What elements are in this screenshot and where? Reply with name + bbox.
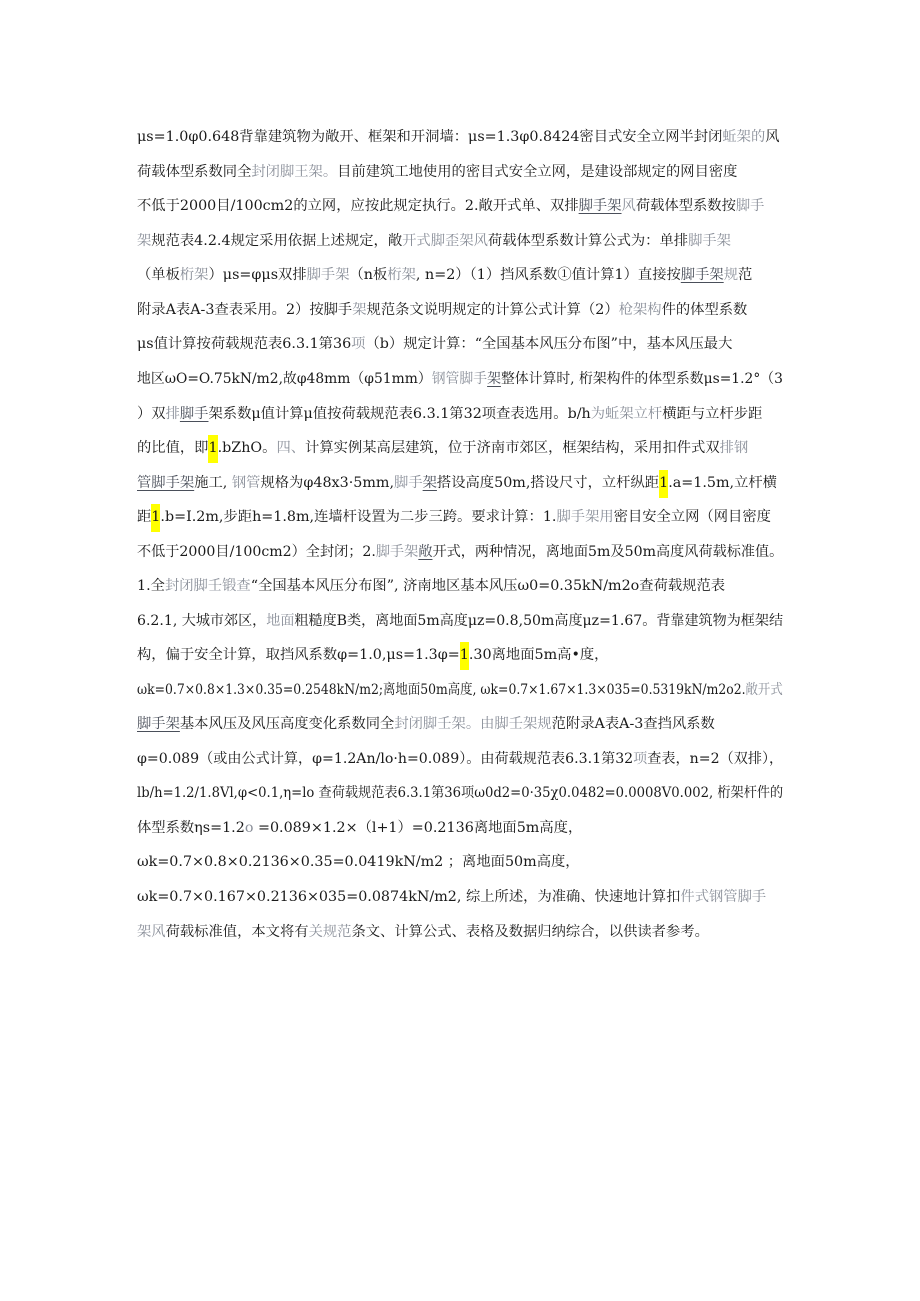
- text-segment: 规: [723, 267, 738, 283]
- text-segment: 规格为φ48x3·5mm,: [260, 475, 395, 491]
- text-segment: （n板: [349, 267, 388, 283]
- text-segment: 距: [137, 509, 152, 525]
- text-segment: 整体计算时, 桁架构件的体型系数μs=1.2°（3: [500, 371, 783, 387]
- text-segment: 密目安全立网（网目密度: [613, 509, 771, 525]
- text-segment: 钢管脚手: [431, 371, 488, 387]
- text-segment: 1.全: [137, 578, 165, 594]
- text-segment: 不低于2000目/100cm2的立网，应按此规定执行。2.敞开式单、双排: [137, 198, 579, 214]
- text-segment: ωk=0.7×0.8×0.2136×0.35=0.0419kN/m2 ；离地面50m高度，: [137, 854, 580, 870]
- text-line: [137, 196, 764, 216]
- text-segment: 蚯架的: [722, 129, 766, 145]
- text-segment: 关规范: [308, 924, 352, 940]
- text-segment: （b）规定计算：“全国基本风压分布图”中，基本风压最大: [365, 336, 733, 352]
- text-line: [137, 714, 715, 734]
- text-line: [137, 852, 580, 872]
- text-segment: ）双: [137, 406, 166, 422]
- text-segment: 钢管: [231, 475, 261, 491]
- text-segment: .30离地面5m高•度，: [468, 647, 609, 663]
- text-segment: 桁架: [387, 267, 416, 283]
- text-segment: 脚手: [735, 198, 765, 214]
- text-segment: 构，偏于安全计算，取挡风系数φ=1.0,μs=1.3φ=: [137, 647, 460, 663]
- text-segment: 封闭脚壬锻查: [164, 578, 251, 594]
- text-segment: 基本风压及风压高度变化系数同全: [179, 716, 395, 732]
- text-segment: 排钢: [719, 440, 749, 456]
- highlighted-text: 1: [151, 504, 160, 532]
- text-line: [137, 749, 783, 769]
- text-line: [137, 334, 732, 354]
- text-segment: 搭设高度50m,搭设尺寸，立杆纵距: [436, 475, 660, 491]
- text-segment: lb/h=1.2/1.8Vl,φ<0.1,η=lo 查荷载规范表6.3.1第36项ω0d2=0·35χ0.0482=0.0008V0.002, 桁架杆件的: [137, 785, 784, 801]
- text-segment: 风: [621, 198, 636, 214]
- highlighted-text: 1: [208, 435, 217, 463]
- text-segment: 地区ωO=O.75kN/m2,故φ48mm（φ51mm）: [137, 371, 432, 387]
- text-segment: 枪架构: [618, 302, 662, 318]
- text-segment: 桁架: [179, 267, 209, 283]
- text-segment: 架: [487, 371, 501, 387]
- text-segment: 规范条文说明规定的计算公式计算（2）: [366, 302, 619, 318]
- text-segment: “全国基本风压分布图”, 济南地区基本风压ω0=0.35kN/m2o查荷载规范表: [250, 578, 726, 594]
- text-segment: 横距与立杆步距: [662, 406, 763, 422]
- text-line: [137, 127, 780, 147]
- text-line: [137, 162, 737, 182]
- text-line: [137, 818, 582, 838]
- text-segment: 荷载标准值，本文将有: [165, 924, 309, 940]
- text-segment: 架系数μ值计算μ值按荷载规范表6.3.1第32项查表选用。b/h: [208, 406, 591, 422]
- text-segment: ωk=0.7×0.8×1.3×0.35=0.2548kN/m2;离地面50m高度, ωk=0.7×1.67×1.3×035=0.5319kN/m2o2.: [137, 682, 746, 698]
- text-segment: 荷载体型系数计算公式为：单排: [487, 233, 689, 249]
- text-segment: 范附录A表A-3查挡风系数: [551, 716, 715, 732]
- text-segment: 敞: [418, 544, 433, 560]
- text-segment: 脚手: [179, 406, 209, 422]
- text-segment: 项: [351, 336, 366, 352]
- text-line: [137, 265, 752, 285]
- text-segment: 排: [165, 406, 180, 422]
- text-line: [137, 473, 777, 493]
- text-line: [137, 576, 725, 596]
- text-segment: 四、: [276, 440, 306, 456]
- text-segment: 脚手架: [306, 267, 350, 283]
- text-line: [137, 680, 783, 700]
- text-segment: μs值计算按荷载规范表6.3.1第36: [137, 336, 352, 352]
- text-segment: 架风: [137, 924, 166, 940]
- text-line: [137, 922, 709, 942]
- text-segment: ）μs=φμs双排: [208, 267, 307, 283]
- text-segment: 荷载体型系数同全: [137, 164, 252, 180]
- text-segment: 荷载体型系数按: [635, 198, 736, 214]
- text-segment: o: [244, 820, 254, 836]
- text-segment: 封闭脚王架。: [251, 164, 338, 180]
- text-segment: μs=1.0φ0.648背靠建筑物为敞开、框架和开洞墙：μs=1.3φ0.8424密目式安全立网半封闭: [137, 129, 723, 145]
- text-segment: 脚手架: [375, 544, 419, 560]
- text-segment: 脚手架用: [556, 509, 614, 525]
- text-line: [137, 783, 783, 803]
- text-line: [137, 507, 771, 527]
- text-segment: 6.2.1, 大城市郊区，: [137, 613, 267, 629]
- text-segment: 项: [633, 751, 648, 767]
- text-segment: 件的体型系数: [661, 302, 748, 318]
- text-line: [137, 438, 748, 458]
- text-segment: 条文、计算公式、表格及数据归纳综合，以供读者参考。: [351, 924, 709, 940]
- text-segment: 粗糙度B类，离地面5m高度μz=0.8,50m高度μz=1.67。背靠建筑物为框架结: [294, 613, 784, 629]
- highlighted-text: 1: [460, 642, 469, 670]
- text-line: [137, 645, 608, 665]
- text-segment: 体型系数ηs=1.2: [137, 820, 245, 836]
- text-segment: .b=I.2m,步距h=1.8m,连墙杆设置为二步三跨。要求计算：1.: [160, 509, 557, 525]
- text-segment: 脚手架: [578, 198, 622, 214]
- text-line: [137, 300, 747, 320]
- text-segment: φ=0.089（或由公式计算，φ=1.2An/lo·h=0.089）。由荷载规范表6.3.1第32: [137, 751, 634, 767]
- text-line: [137, 542, 783, 562]
- text-segment: 不低于2000目/100cm2）全封闭；2.: [137, 544, 376, 560]
- text-segment: 脚手: [394, 475, 423, 491]
- text-segment: 开式，两种情况，离地面5m及50m高度风荷载标准值。: [432, 544, 784, 560]
- text-segment: 架: [352, 302, 367, 318]
- text-segment: 脚手架: [680, 267, 724, 283]
- text-segment: 管脚手架: [137, 475, 195, 491]
- text-segment: 地面: [266, 613, 295, 629]
- text-segment: 风: [765, 129, 780, 145]
- text-segment: 架: [422, 475, 437, 491]
- text-segment: 规范表4.2.4规定采用依据上述规定，敞: [151, 233, 403, 249]
- text-line: [137, 887, 766, 907]
- text-line: [137, 611, 783, 631]
- text-segment: 查表，n=2（双排），: [647, 751, 784, 767]
- text-segment: 脚手架: [688, 233, 731, 249]
- text-segment: 架: [137, 233, 152, 249]
- text-segment: .a=1.5m,立杆横: [668, 475, 777, 491]
- text-segment: , n=2）（1）挡风系数①值计算1）直接按: [415, 267, 681, 283]
- text-segment: ωk=0.7×0.167×0.2136×035=0.0874kN/m2, 综上所述，为准确、快速地计算扣: [137, 889, 681, 905]
- text-segment: 目前建筑工地使用的密目式安全立网，是建设部规定的网目密度: [337, 164, 738, 180]
- text-segment: 计算实例某高层建筑，位于济南市郊区，框架结构，采用扣件式双: [305, 440, 720, 456]
- text-segment: 敞开式: [745, 682, 783, 698]
- text-segment: 开式脚歪架风: [402, 233, 488, 249]
- text-segment: .bZhO。: [217, 440, 277, 456]
- text-segment: 件式钢管脚手: [680, 889, 767, 905]
- text-segment: 封闭脚壬架。由脚壬架规: [394, 716, 552, 732]
- text-line: [137, 404, 762, 424]
- text-segment: 的比值，即: [137, 440, 209, 456]
- text-segment: 脚手架: [137, 716, 180, 732]
- text-line: [137, 231, 731, 251]
- text-segment: 范: [737, 267, 753, 283]
- text-segment: =0.089×1.2×（l+1）=0.2136离地面5m高度，: [253, 820, 583, 836]
- text-segment: 施工,: [194, 475, 232, 491]
- text-line: [137, 369, 783, 389]
- text-segment: （单板: [137, 267, 180, 283]
- text-segment: 附录A表A-3查表采用。2）按脚手: [137, 302, 353, 318]
- text-segment: 为蚯架立杆: [590, 406, 663, 422]
- highlighted-text: 1: [659, 470, 668, 498]
